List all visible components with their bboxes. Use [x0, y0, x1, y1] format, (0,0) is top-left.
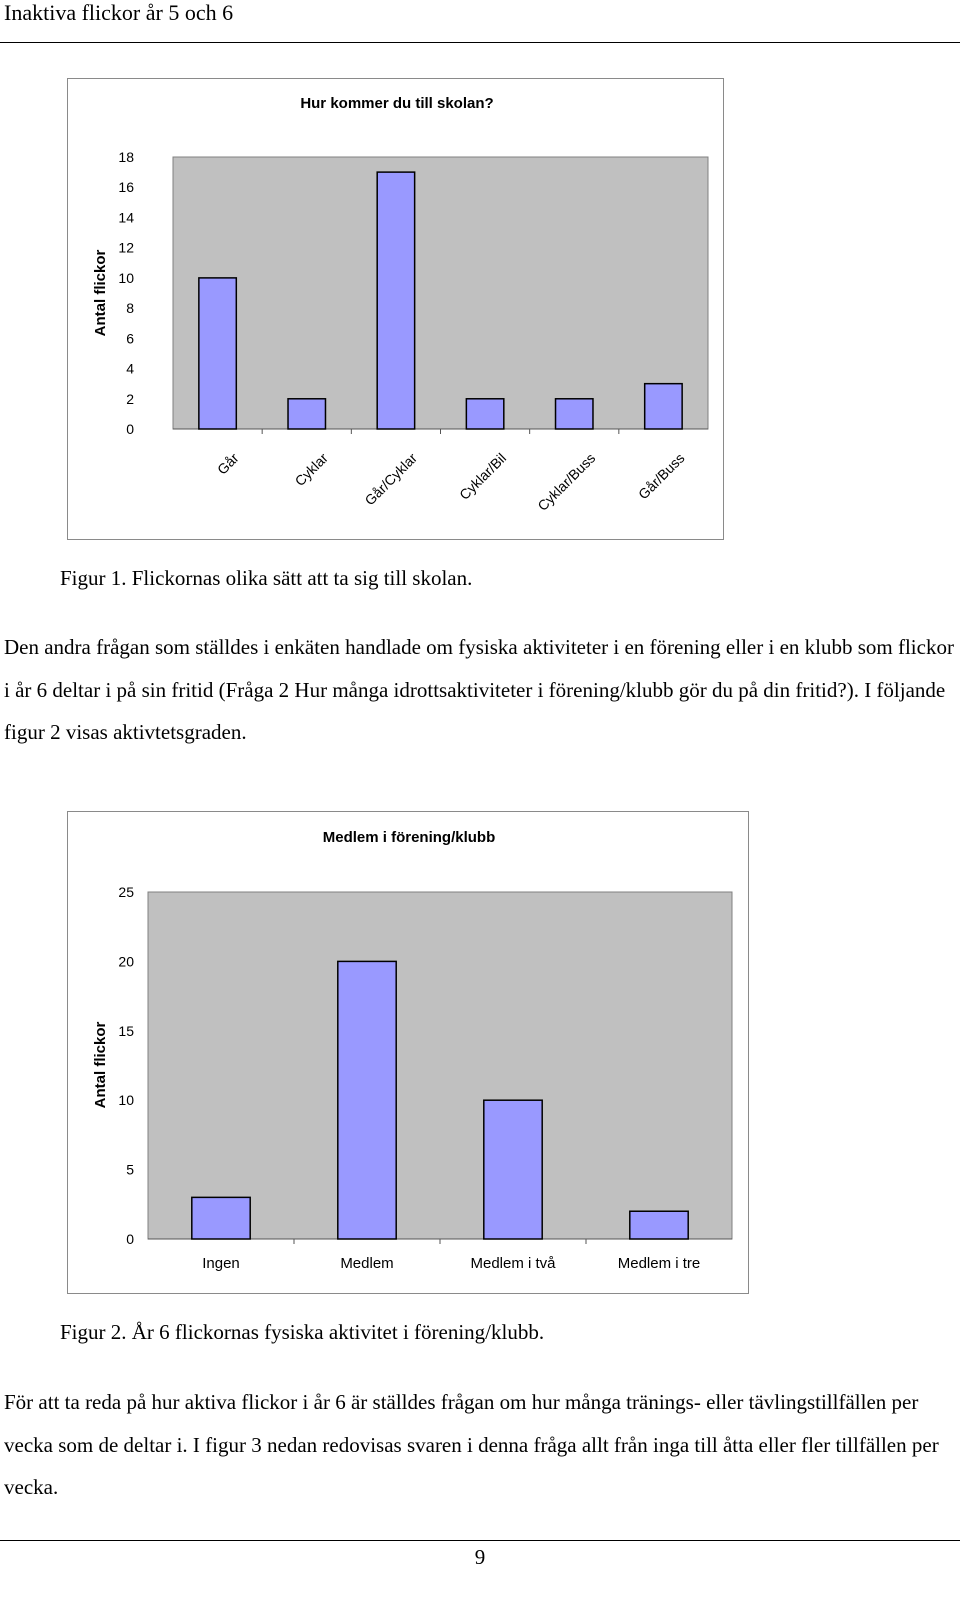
body-paragraph-2: För att ta reda på hur aktiva flickor i år 6 är ställdes frågan om hur många tränings- eller tävlingstillfällen per vecka som de deltar i. I figur 3 nedan redovisas svaren i denna fråga allt från inga till åtta eller fler tillfällen per vecka.: [4, 1390, 939, 1499]
x-tick-label: Går: [213, 449, 242, 478]
bar: [630, 1211, 688, 1239]
footer-divider: [0, 1540, 960, 1541]
header-divider: [0, 42, 960, 43]
x-tick-label: Cyklar/Bil: [456, 449, 510, 503]
body-paragraph-1: Den andra frågan som ställdes i enkäten handlade om fysiska aktiviteter i en förening eller i en klubb som flickor i år 6 deltar i på sin fritid (Fråga 2 Hur många idrottsaktiviteter i förening/klubb gör du på din fritid?). I följande figur 2 visas aktivtetsgraden.: [4, 635, 954, 744]
y-axis-label: Antal flickor: [92, 1021, 109, 1109]
bar: [338, 961, 396, 1239]
x-tick-label: Ingen: [202, 1255, 240, 1272]
y-tick-label: 18: [118, 149, 134, 165]
chart-club-membership: [67, 811, 749, 1294]
x-tick-label: Går/Cyklar: [361, 449, 421, 509]
bar: [288, 399, 325, 429]
bar: [466, 399, 503, 429]
x-tick-label: Medlem: [340, 1255, 394, 1272]
figure-1-caption: Figur 1. Flickornas olika sätt att ta sig till skolan.: [60, 566, 473, 590]
plot-area: [173, 157, 708, 429]
y-tick-label: 25: [118, 884, 134, 900]
x-tick-label: Medlem i två: [470, 1255, 556, 1272]
chart-travel-to-school-svg: [68, 79, 723, 539]
y-tick-label: 6: [126, 330, 134, 347]
bar: [199, 278, 236, 429]
y-axis-label: Antal flickor: [92, 249, 109, 337]
page-number: 9: [474, 1545, 486, 1569]
y-tick-label: 12: [118, 239, 134, 256]
chart-title: Medlem i förening/klubb: [322, 829, 496, 846]
x-tick-label: Medlem i tre: [617, 1255, 701, 1272]
y-tick-label: 16: [118, 179, 134, 196]
y-tick-label: 0: [126, 1231, 134, 1247]
y-tick-label: 8: [126, 300, 134, 317]
x-tick-label: Cyklar/Buss: [534, 449, 599, 514]
y-tick-label: 0: [126, 421, 134, 437]
y-tick-label: 15: [118, 1022, 134, 1039]
y-tick-label: 14: [118, 209, 134, 226]
chart-club-membership-svg: [68, 812, 748, 1293]
bar: [192, 1197, 250, 1239]
bar: [377, 172, 414, 429]
bar: [484, 1100, 542, 1239]
y-tick-label: 4: [126, 360, 134, 377]
chart-title: Hur kommer du till skolan?: [300, 95, 494, 112]
figure-2-caption: Figur 2. År 6 flickornas fysiska aktivitet i förening/klubb.: [60, 1320, 545, 1344]
y-tick-label: 10: [118, 1092, 134, 1109]
plot-area: [148, 892, 732, 1239]
bar: [645, 384, 682, 429]
y-tick-label: 2: [126, 390, 134, 407]
bar: [556, 399, 593, 429]
chart-travel-to-school: [67, 78, 724, 540]
y-tick-label: 5: [126, 1161, 134, 1178]
y-tick-label: 10: [118, 269, 134, 286]
x-tick-label: Cyklar: [291, 449, 331, 490]
y-tick-label: 20: [118, 953, 134, 970]
x-tick-label: Går/Buss: [634, 449, 688, 503]
page-header-title: Inaktiva flickor år 5 och 6: [4, 0, 234, 25]
